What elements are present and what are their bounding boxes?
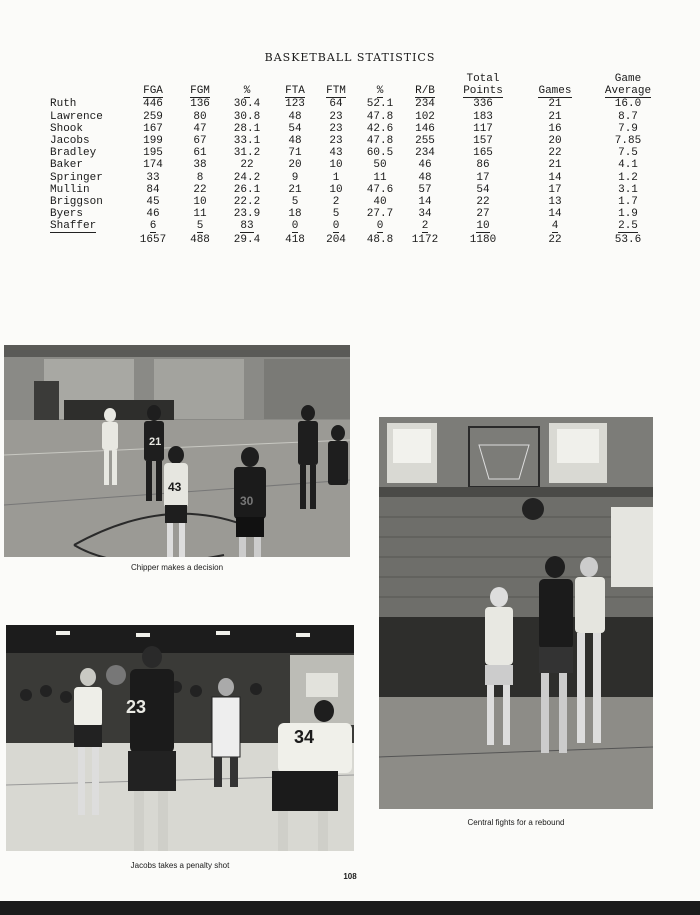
table-row	[50, 172, 668, 184]
cell-games: 21	[548, 159, 562, 172]
cell-games: 21	[548, 98, 562, 111]
player-name: Ruth	[50, 98, 77, 111]
cell-game-average: 53.6	[614, 233, 642, 246]
cell-games: 20	[548, 135, 562, 148]
cell-fga: 195	[143, 147, 163, 160]
table-row	[50, 208, 668, 220]
cell-games: 16	[548, 122, 562, 135]
cell-ft-percent: 52.1	[366, 98, 394, 111]
caption-photo-1: Chipper makes a decision	[130, 563, 224, 572]
cell-fg-percent: 22.2	[233, 196, 261, 209]
player-name: Shook	[50, 122, 84, 135]
cell-ft-percent: 47.8	[366, 110, 394, 123]
cell-ftm: 64	[329, 98, 343, 111]
cell-rebounds: 34	[418, 208, 432, 221]
player-name: Briggson	[50, 196, 103, 209]
cell-games: 14	[548, 208, 562, 221]
cell-total-points: 22	[476, 196, 490, 209]
cell-ftm: 43	[329, 147, 343, 160]
cell-fga: 167	[143, 122, 163, 135]
cell-fga: 45	[146, 196, 160, 209]
cell-rebounds: 255	[415, 135, 435, 148]
cell-total-points: 17	[476, 171, 490, 184]
cell-ftm: 10	[329, 159, 343, 172]
cell-fg-percent: 83	[240, 220, 254, 233]
cell-fgm: 11	[193, 208, 207, 221]
cell-ft-percent: 48.8	[366, 233, 394, 246]
cell-ft-percent: 47.8	[366, 135, 394, 148]
table-row	[50, 184, 668, 196]
cell-fg-percent: 28.1	[233, 122, 261, 135]
page-title: BASKETBALL STATISTICS	[264, 51, 436, 64]
photo-chipper-decision	[4, 345, 350, 557]
cell-ftm: 2	[332, 196, 340, 209]
cell-ft-percent: 60.5	[366, 147, 394, 160]
cell-fgm: 8	[196, 171, 204, 184]
cell-rebounds: 2	[421, 220, 429, 233]
cell-fta: 0	[291, 220, 299, 233]
cell-fgm: 67	[193, 135, 207, 148]
cell-total-points: 10	[476, 220, 490, 233]
cell-game-average: 8.7	[618, 110, 638, 123]
cell-game-average: 1.9	[618, 208, 638, 221]
cell-ftm: 23	[329, 122, 343, 135]
table-row	[50, 123, 668, 135]
totals-row	[50, 233, 668, 246]
gym-scene-3-illustration	[6, 625, 354, 851]
cell-game-average: 16.0	[614, 98, 642, 111]
cell-game-average: 7.5	[618, 147, 638, 160]
cell-fta: 123	[285, 98, 305, 111]
cell-fta: 20	[288, 159, 302, 172]
cell-fta: 54	[288, 122, 302, 135]
header-fta: FTA	[285, 85, 305, 98]
jersey-number-23: 23	[126, 697, 147, 717]
cell-games: 21	[548, 110, 562, 123]
cell-game-average: 1.2	[618, 171, 638, 184]
cell-total-points: 27	[476, 208, 490, 221]
header-rebounds: R/B	[415, 85, 435, 98]
header-total-points-line1: Total	[466, 73, 500, 85]
cell-fg-percent: 26.1	[233, 183, 261, 196]
cell-fta: 5	[291, 196, 299, 209]
cell-games: 22	[548, 147, 562, 160]
cell-ftm: 23	[329, 110, 343, 123]
cell-fg-percent: 33.1	[233, 135, 261, 148]
header-total-points-line2: Points	[463, 85, 503, 98]
header-ft-percent: %	[376, 85, 384, 98]
cell-game-average: 7.9	[618, 122, 638, 135]
cell-fta: 418	[285, 233, 305, 246]
cell-rebounds: 57	[418, 183, 432, 196]
cell-total-points: 336	[473, 98, 493, 111]
table-row	[50, 159, 668, 171]
cell-ftm: 10	[329, 183, 343, 196]
cell-fgm: 61	[193, 147, 207, 160]
cell-fgm: 488	[190, 233, 210, 246]
cell-fgm: 47	[193, 122, 207, 135]
caption-photo-3: Jacobs takes a penalty shot	[130, 861, 230, 870]
cell-game-average: 7.85	[614, 135, 642, 148]
cell-fgm: 80	[193, 110, 207, 123]
cell-games: 22	[548, 233, 562, 246]
cell-fga: 174	[143, 159, 163, 172]
gym-scene-2-illustration	[379, 417, 653, 809]
cell-fg-percent: 30.8	[233, 110, 261, 123]
cell-fta: 48	[288, 135, 302, 148]
cell-fga: 6	[149, 220, 157, 233]
cell-ft-percent: 42.6	[366, 122, 394, 135]
cell-games: 4	[551, 220, 559, 233]
header-ftm: FTM	[326, 85, 346, 98]
cell-rebounds: 102	[415, 110, 435, 123]
header-fgm: FGM	[190, 85, 210, 98]
photo-jacobs-penalty-shot	[6, 625, 354, 851]
cell-ftm: 204	[326, 233, 346, 246]
cell-fg-percent: 22	[240, 159, 254, 172]
cell-fga: 84	[146, 183, 160, 196]
cell-ft-percent: 40	[373, 196, 387, 209]
cell-rebounds: 234	[415, 98, 435, 111]
player-name: Jacobs	[50, 135, 90, 148]
cell-fg-percent: 23.9	[233, 208, 261, 221]
cell-fta: 18	[288, 208, 302, 221]
cell-rebounds: 14	[418, 196, 432, 209]
cell-fta: 48	[288, 110, 302, 123]
cell-fg-percent: 29.4	[233, 233, 261, 246]
cell-total-points: 1180	[469, 233, 497, 246]
cell-ftm: 23	[329, 135, 343, 148]
table-row	[50, 98, 668, 110]
player-name: Lawrence	[50, 110, 103, 123]
cell-game-average: 2.5	[618, 220, 638, 233]
player-name: Shaffer	[50, 220, 97, 233]
statistics-table	[50, 73, 668, 246]
header-game-average-line2: Average	[604, 85, 652, 98]
header-fg-percent: %	[243, 85, 251, 98]
cell-total-points: 54	[476, 183, 490, 196]
photo-central-rebound	[379, 417, 653, 809]
cell-fga: 259	[143, 110, 163, 123]
player-name: Mullin	[50, 183, 90, 196]
table-row	[50, 147, 668, 159]
cell-total-points: 117	[473, 122, 493, 135]
player-name: Bradley	[50, 147, 97, 160]
cell-ft-percent: 11	[373, 171, 387, 184]
cell-fgm: 136	[190, 98, 210, 111]
cell-fg-percent: 31.2	[233, 147, 261, 160]
cell-fga: 199	[143, 135, 163, 148]
cell-fga: 446	[143, 98, 163, 111]
cell-rebounds: 146	[415, 122, 435, 135]
cell-fgm: 10	[193, 196, 207, 209]
cell-rebounds: 48	[418, 171, 432, 184]
player-name: Baker	[50, 159, 84, 172]
cell-game-average: 3.1	[618, 183, 638, 196]
cell-rebounds: 234	[415, 147, 435, 160]
caption-photo-2: Central fights for a rebound	[467, 818, 565, 827]
header-games: Games	[538, 85, 572, 98]
gym-scene-1-illustration	[4, 345, 350, 557]
player-name: Byers	[50, 208, 84, 221]
cell-fga: 33	[146, 171, 160, 184]
table-row	[50, 135, 668, 147]
page-number: 108	[343, 872, 357, 881]
jersey-number-30: 30	[240, 494, 254, 508]
cell-total-points: 183	[473, 110, 493, 123]
cell-game-average: 4.1	[618, 159, 638, 172]
cell-games: 13	[548, 196, 562, 209]
cell-total-points: 157	[473, 135, 493, 148]
header-fga: FGA	[143, 85, 163, 98]
player-name: Springer	[50, 171, 103, 184]
cell-fgm: 38	[193, 159, 207, 172]
cell-ft-percent: 47.6	[366, 183, 394, 196]
cell-ft-percent: 50	[373, 159, 387, 172]
cell-fg-percent: 30.4	[233, 98, 261, 111]
jersey-number-34: 34	[294, 727, 315, 747]
cell-fga: 46	[146, 208, 160, 221]
table-row	[50, 196, 668, 208]
cell-fgm: 22	[193, 183, 207, 196]
header-game-average-line1: Game	[614, 73, 642, 85]
cell-fgm: 5	[196, 220, 204, 233]
cell-ftm: 5	[332, 208, 340, 221]
table-row	[50, 220, 668, 232]
cell-fta: 71	[288, 147, 302, 160]
cell-ft-percent: 0	[376, 220, 384, 233]
cell-ft-percent: 27.7	[366, 208, 394, 221]
cell-rebounds: 46	[418, 159, 432, 172]
scan-bottom-edge	[0, 901, 700, 915]
table-header-row	[50, 73, 668, 98]
cell-total-points: 86	[476, 159, 490, 172]
table-row	[50, 111, 668, 123]
cell-total-points: 165	[473, 147, 493, 160]
cell-fga: 1657	[139, 233, 167, 246]
cell-games: 14	[548, 171, 562, 184]
cell-rebounds: 1172	[411, 233, 439, 246]
cell-game-average: 1.7	[618, 196, 638, 209]
cell-fg-percent: 24.2	[233, 171, 261, 184]
jersey-number-21: 21	[149, 436, 162, 448]
cell-fta: 21	[288, 183, 302, 196]
cell-ftm: 1	[332, 171, 340, 184]
cell-games: 17	[548, 183, 562, 196]
cell-fta: 9	[291, 171, 299, 184]
cell-ftm: 0	[332, 220, 340, 233]
jersey-number-43: 43	[168, 480, 182, 494]
